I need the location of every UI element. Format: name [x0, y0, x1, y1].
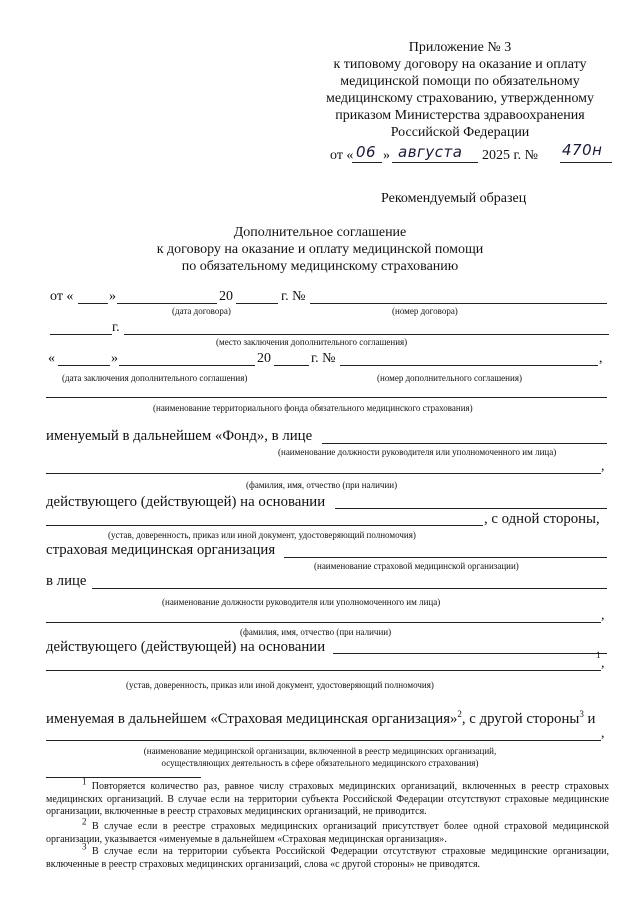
appendix-line: Российской Федерации [390, 125, 530, 140]
fund-name-field[interactable] [46, 397, 607, 398]
footnote-number: 1 [82, 776, 87, 787]
smo-basis-field[interactable] [333, 653, 607, 654]
appendix-line: медицинской помощи по обязательному [340, 74, 580, 89]
fund-head-field[interactable] [322, 443, 607, 444]
footnote-mark: 1 [596, 650, 601, 660]
footnote-text: В случае если в реестре страховых медицинских организаций присутствует более одной страховой медицинской организации, указывается «именуемые в дальнейшем «Страховая медицинская организация». [46, 821, 610, 845]
smo-fio-field[interactable] [46, 622, 601, 623]
appendix-line: медицинскому страхованию, утвержденному [325, 91, 595, 106]
quote-open: « [48, 351, 55, 366]
caption-fund-name: (наименование территориального фонда обязательного медицинского страхования) [153, 403, 473, 413]
doc-title-line: к договору на оказание и оплату медицинской помощи [156, 242, 484, 257]
caption-head-position: (наименование должности руководителя или уполномоченного им лица) [278, 447, 557, 457]
appendix-title: Приложение № 3 [408, 40, 512, 55]
doc-title-line: по обязательному медицинскому страхованию [181, 259, 459, 274]
underline [392, 162, 478, 163]
acting-text-2: действующего (действующей) на основании [46, 639, 326, 655]
caption-fio: (фамилия, имя, отчество (при наличии) [246, 480, 398, 490]
footnote-1 [46, 776, 609, 819]
appendix-quote-close: » [383, 148, 390, 163]
smo-name-field[interactable] [284, 557, 607, 558]
in-person-text: в лице [46, 573, 87, 589]
smo-named-part: именуемая в дальнейшем «Страховая медицинская организация» [46, 711, 458, 727]
fund-fio-field[interactable] [46, 473, 601, 474]
caption-doc: (устав, доверенность, приказ или иной документ, удостоверяющий полномочия) [108, 530, 416, 540]
year-field[interactable] [236, 303, 278, 304]
add-month-field[interactable] [119, 365, 255, 366]
smo-named-text [46, 711, 595, 728]
acting-text: действующего (действующей) на основании [46, 494, 326, 510]
smo-text: страховая медицинская организация [46, 542, 276, 558]
smo-basis-field-2[interactable] [46, 670, 601, 671]
appendix-line: приказом Министерства здравоохранения [335, 108, 585, 123]
footnote-number: 2 [82, 816, 87, 827]
comma: , [601, 608, 605, 623]
appendix-day: 06 [356, 143, 377, 161]
comma: , [601, 459, 605, 474]
place-year-field[interactable] [50, 334, 112, 335]
comma: , [601, 726, 605, 741]
footnote-text: В случае если на территории субъекта Российской Федерации отсутствуют страховые медицинские организации, включенные в реестр страховых медицинских организаций, слова «с другой стороны» не приводятся. [46, 846, 610, 870]
recommended-sample: Рекомендуемый образец [381, 191, 527, 206]
underline [560, 162, 612, 163]
quote-close: » [109, 289, 116, 304]
caption-contract-date: (дата договора) [172, 306, 231, 316]
day-field[interactable] [78, 303, 108, 304]
footnote-text: Повторяется количество раз, равное числу страховых медицинских организаций, включенных в реестр страховых медицинских организаций. В случае если на территории субъекта Российской Федерации отсутствуют страховые медицинские организации, включенные в реестр страховых медицинских организаций, не приводится. [46, 781, 609, 818]
caption-place: (место заключения дополнительного соглашения) [216, 337, 408, 347]
caption-add-number: (номер дополнительного соглашения) [377, 373, 522, 383]
caption-med-org-2: осуществляющих деятельность в сфере обязательного медицинского страхования) [161, 758, 479, 768]
smo-named-part: , с другой стороны [461, 711, 580, 727]
caption-smo-name: (наименование страховой медицинской организации) [314, 561, 519, 571]
add-day-field[interactable] [58, 365, 110, 366]
number-label: г. № [311, 351, 336, 366]
year-prefix: 20 [219, 289, 233, 304]
footnote-ref-2: 2 [457, 709, 462, 720]
doc-title: Дополнительное соглашение [233, 225, 407, 240]
place-field[interactable] [124, 334, 609, 335]
caption-doc-2: (устав, доверенность, приказ или иной документ, удостоверяющий полномочия) [126, 680, 434, 690]
appendix-date-prefix: от « [330, 148, 354, 163]
one-side-text: , с одной стороны, [484, 511, 600, 527]
add-number-field[interactable] [340, 365, 598, 366]
caption-head-position-2: (наименование должности руководителя или уполномоченного им лица) [162, 597, 441, 607]
fund-basis-field-2[interactable] [46, 525, 483, 526]
footnote-number: 3 [82, 841, 87, 852]
appendix-year: 2025 г. № [482, 148, 539, 163]
year-prefix: 20 [257, 351, 271, 366]
quote-close: » [111, 351, 118, 366]
month-field[interactable] [117, 303, 217, 304]
smo-head-field[interactable] [92, 588, 607, 589]
footnote-ref-3: 3 [579, 709, 584, 720]
caption-contract-number: (номер договора) [392, 306, 458, 316]
caption-fio-2: (фамилия, имя, отчество (при наличии) [240, 627, 392, 637]
appendix-line: к типовому договору на оказание и оплату [333, 57, 587, 72]
caption-add-date: (дата заключения дополнительного соглашения) [62, 373, 248, 383]
from-label: от « [50, 289, 74, 304]
fund-basis-field[interactable] [335, 508, 607, 509]
comma: , [599, 351, 603, 366]
comma: , [601, 656, 605, 671]
number-label: г. № [281, 289, 306, 304]
appendix-number: 470н [562, 141, 603, 159]
add-year-field[interactable] [274, 365, 309, 366]
contract-number-field[interactable] [310, 303, 607, 304]
g-label: г. [112, 320, 120, 335]
med-org-field[interactable] [46, 740, 601, 741]
underline [352, 162, 382, 163]
appendix-month: августа [398, 143, 463, 161]
caption-med-org: (наименование медицинской организации, включенной в реестр медицинских организаций, [143, 746, 497, 756]
footnote-2 [46, 816, 610, 846]
smo-named-part: и [583, 711, 596, 727]
footnote-separator [46, 777, 201, 778]
footnote-3 [46, 841, 610, 871]
fund-named-text: именуемый в дальнейшем «Фонд», в лице [46, 428, 313, 444]
